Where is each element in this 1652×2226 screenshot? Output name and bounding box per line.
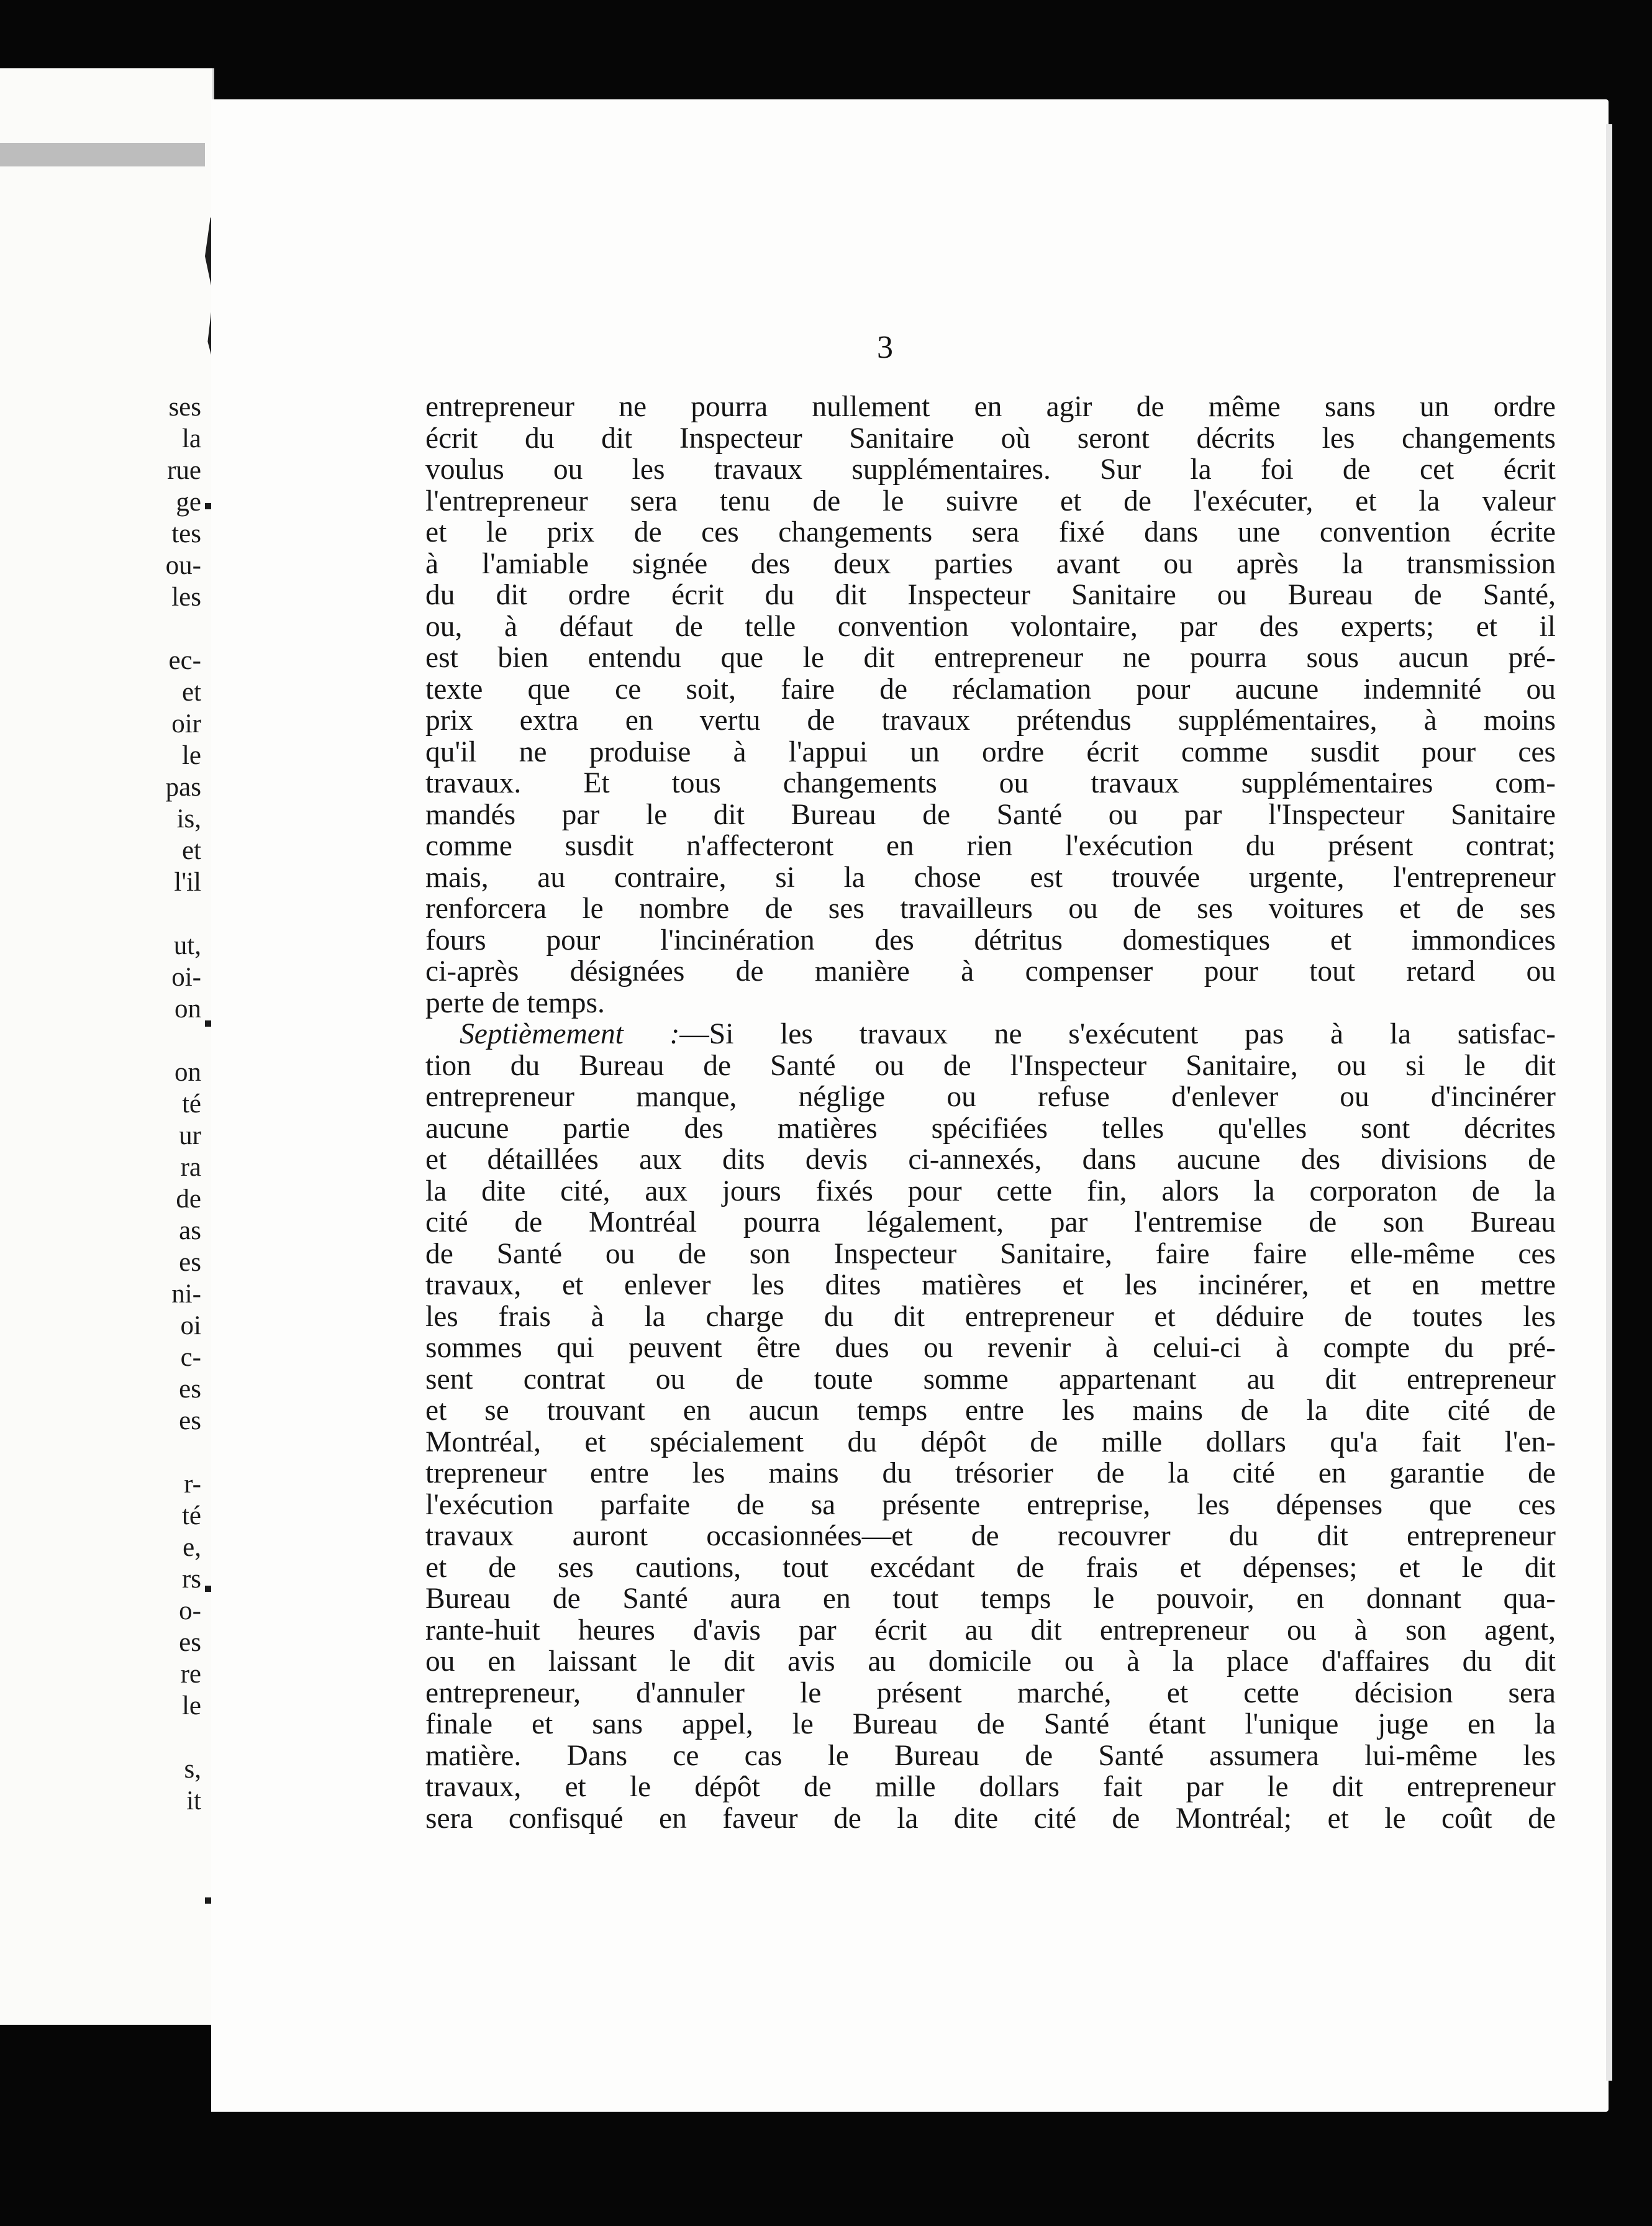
text-line: du dit ordre écrit du dit Inspecteur Sanitaire ou Bureau de Santé, <box>425 579 1556 611</box>
document-page <box>211 99 1609 2112</box>
left-facing-page <box>0 68 214 2025</box>
left-page-fragment: on <box>175 994 201 1024</box>
text-line: Bureau de Santé aura en tout temps le pouvoir, en donnant qua- <box>425 1583 1556 1615</box>
text-line: finale et sans appel, le Bureau de Santé étant l'unique juge en la <box>425 1708 1556 1740</box>
text-line: fours pour l'incinération des détritus domestiques et immondices <box>425 924 1556 956</box>
left-page-fragment: rs <box>181 1565 201 1594</box>
left-page-fragment: it <box>186 1786 201 1815</box>
left-page-text-fragments <box>102 391 201 1817</box>
text-line: tion du Bureau de Santé ou de l'Inspecteur Sanitaire, ou si le dit <box>425 1049 1556 1082</box>
text-line: et détaillées aux dits devis ci-annexés, dans aucune des divisions de <box>425 1143 1556 1176</box>
text-line: voulus ou les travaux supplémentaires. Sur la foi de cet écrit <box>425 453 1556 486</box>
left-page-fragment <box>102 613 201 645</box>
left-page-fragment: et <box>181 836 201 865</box>
left-page-fragment: e, <box>183 1533 201 1562</box>
left-page-fragment: re <box>180 1660 201 1689</box>
text-line: sommes qui peuvent être dues ou revenir à celui-ci à compte du pré- <box>425 1332 1556 1364</box>
text-line: rante-huit heures d'avis par écrit au dit entrepreneur ou à son agent, <box>425 1614 1556 1647</box>
left-page-fragment: c- <box>180 1343 201 1372</box>
text-line: ci-après désignées de manière à compenser pour tout retard ou <box>425 955 1556 988</box>
left-page-fragment: es <box>179 1628 201 1657</box>
left-page-fragment: as <box>179 1216 201 1245</box>
left-page-fragment <box>102 898 201 930</box>
left-page-fragment: ou- <box>165 551 201 580</box>
text-line: matière. Dans ce cas le Bureau de Santé assumera lui-même les <box>425 1739 1556 1772</box>
text-line: sera confisqué en faveur de la dite cité de Montréal; et le coût de <box>425 1802 1556 1835</box>
text-line: mandés par le dit Bureau de Santé ou par l'Inspecteur Sanitaire <box>425 798 1556 831</box>
left-page-fragment <box>102 1722 201 1753</box>
text-line: écrit du dit Inspecteur Sanitaire où seront décrits les changements <box>425 422 1556 455</box>
text-line: les frais à la charge du dit entrepreneur et déduire de toutes les <box>425 1300 1556 1333</box>
left-page-fragment: et <box>181 678 201 707</box>
left-page-fragment: ses <box>168 393 201 422</box>
left-page-fragment: oir <box>171 709 201 738</box>
text-line: ou en laissant le dit avis au domicile ou à la place d'affaires du dit <box>425 1645 1556 1678</box>
text-line: aucune partie des matières spécifiées telles qu'elles sont décrites <box>425 1112 1556 1145</box>
left-page-fragment: té <box>181 1501 201 1530</box>
page-number: 3 <box>877 330 893 365</box>
text-line: l'entrepreneur sera tenu de le suivre et de l'exécuter, et la valeur <box>425 484 1556 517</box>
left-page-fragment: ni- <box>171 1279 201 1309</box>
text-line: et de ses cautions, tout excédant de frais et dépenses; et le dit <box>425 1551 1556 1584</box>
left-page-fragment: ra <box>180 1153 201 1182</box>
left-page-fragment <box>102 1437 201 1468</box>
text-line: cité de Montréal pourra légalement, par l'entremise de son Bureau <box>425 1206 1556 1238</box>
left-page-fragment: le <box>181 1691 201 1720</box>
text-line: la dite cité, aux jours fixés pour cette fin, alors la corporaton de la <box>425 1174 1556 1207</box>
text-line: entrepreneur manque, néglige ou refuse d'enlever ou d'incinérer <box>425 1081 1556 1113</box>
left-page-fragment: is, <box>176 804 201 834</box>
text-line: trepreneur entre les mains du trésorier de la cité en garantie de <box>425 1457 1556 1489</box>
left-page-fragment: es <box>179 1374 201 1404</box>
left-page-fragment: ur <box>179 1121 201 1150</box>
left-page-fragment: s, <box>184 1755 201 1784</box>
text-line: l'exécution parfaite de sa présente entreprise, les dépenses que ces <box>425 1488 1556 1521</box>
text-line: à l'amiable signée des deux parties avant ou après la transmission <box>425 547 1556 580</box>
left-page-fragment: té <box>181 1089 201 1119</box>
left-page-fragment: pas <box>165 773 201 802</box>
left-page-fragment: ec- <box>168 646 201 675</box>
left-page-fragment: o- <box>179 1596 201 1625</box>
text-line: comme susdit n'affecteront en rien l'exécution du présent contrat; <box>425 830 1556 862</box>
paragraph-septiemement <box>425 1050 1556 1835</box>
text-line: renforcera le nombre de ses travailleurs ou de ses voitures et de ses <box>425 893 1556 925</box>
text-line: travaux, et enlever les dites matières et les incinérer, et en mettre <box>425 1269 1556 1301</box>
text-line: mais, au contraire, si la chose est trouvée urgente, l'entrepreneur <box>425 861 1556 894</box>
text-line: travaux, et le dépôt de mille dollars fait par le dit entrepreneur <box>425 1771 1556 1803</box>
text-line: Montréal, et spécialement du dépôt de mille dollars qu'a fait l'en- <box>425 1425 1556 1458</box>
left-page-fragment: la <box>181 424 201 453</box>
left-page-fragment: oi- <box>171 963 201 992</box>
left-page-top-edge <box>0 143 205 166</box>
paragraph-changes-and-extra-work <box>425 391 1556 1019</box>
text-line: travaux. Et tous changements ou travaux supplémentaires com- <box>425 767 1556 799</box>
text-line: texte que ce soit, faire de réclamation pour aucune indemnité ou <box>425 673 1556 706</box>
text-line: travaux auront occasionnées—et de recouvrer du dit entrepreneur <box>425 1520 1556 1552</box>
left-page-fragment: r- <box>184 1470 201 1499</box>
left-page-fragment: de <box>176 1184 201 1214</box>
left-page-fragment: on <box>175 1058 201 1087</box>
text-line: et le prix de ces changements sera fixé dans une convention écrite <box>425 516 1556 548</box>
left-page-fragment <box>102 1025 201 1056</box>
left-page-fragment: rue <box>167 456 201 485</box>
left-page-fragment: es <box>179 1406 201 1435</box>
text-line: est bien entendu que le dit entrepreneur ne pourra sous aucun pré- <box>425 642 1556 674</box>
section-heading-septiemement: Septièmement : <box>460 1018 680 1050</box>
left-page-fragment: ge <box>176 488 201 517</box>
left-page-fragment: es <box>179 1248 201 1277</box>
text-line: qu'il ne produise à l'appui un ordre écrit comme susdit pour ces <box>425 735 1556 768</box>
left-page-fragment: oi <box>180 1311 201 1340</box>
page-edge-shadow <box>1606 124 1612 2081</box>
left-page-fragment: le <box>181 741 201 770</box>
text-line: entrepreneur ne pourra nullement en agir de même sans un ordre <box>425 391 1556 423</box>
text-line: sent contrat ou de toute somme appartenant au dit entrepreneur <box>425 1363 1556 1396</box>
left-page-fragment: tes <box>171 519 201 548</box>
paragraph-septiemement-first-line-text: —Si les travaux ne s'exécutent pas à la satisfac- <box>679 1018 1556 1050</box>
paragraph-septiemement-first-line <box>425 1019 1556 1050</box>
text-line: perte de temps. <box>425 986 605 1019</box>
text-line: entrepreneur, d'annuler le présent marché, et cette décision sera <box>425 1676 1556 1709</box>
text-line: de Santé ou de son Inspecteur Sanitaire, faire faire elle-même ces <box>425 1237 1556 1270</box>
body-text <box>425 391 1556 1834</box>
left-page-fragment: ut, <box>173 931 201 960</box>
left-page-fragment: les <box>171 583 201 612</box>
left-page-fragment: l'il <box>174 868 201 897</box>
text-line: prix extra en vertu de travaux prétendus supplémentaires, à moins <box>425 704 1556 737</box>
text-line: ou, à défaut de telle convention volontaire, par des experts; et il <box>425 610 1556 643</box>
text-line: et se trouvant en aucun temps entre les mains de la dite cité de <box>425 1394 1556 1427</box>
